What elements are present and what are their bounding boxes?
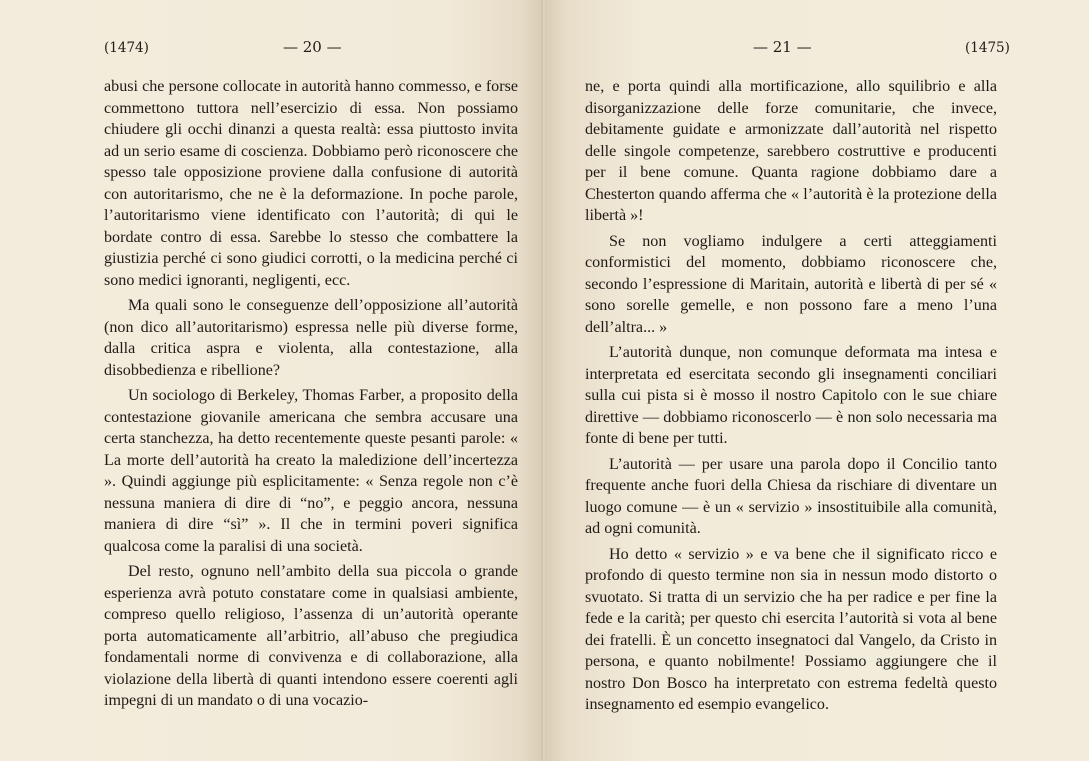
left-running-head: (1474) <box>104 40 149 56</box>
paragraph: Se non vogliamo indulgere a certi atteggiamenti conformistici del momento, dobbiamo riconoscere che, secondo l’espressione di Maritain, autorità e libertà di per sé « sono sorelle gemelle, e non possono fare a meno l’una dell’altra... » <box>585 232 997 336</box>
left-page-number: — 20 — <box>283 38 342 56</box>
right-running-head: (1475) <box>965 40 1010 56</box>
paragraph: abusi che persone collocate in autorità hanno commesso, e forse commettono tuttora nell’esercizio di essa. Non possiamo chiudere gli occhi dinanzi a questa realtà: essa piuttosto invita ad un serio esame di coscienza. Dobbiamo però riconoscere che spesso tale opposizione proviene dalla confusione di autorità con autoritarismo, che ne è la deformazione. In poche parole, l’autoritarismo viene identificato con l’autorità; di qui le bordate contro di essa. Sarebbe lo stesso che combattere la giustizia perché ci sono giudici corrotti, o la medicina perché ci sono medici ignoranti, negligenti, ecc. <box>104 78 518 289</box>
paragraph: Un sociologo di Berkeley, Thomas Farber, a proposito della contestazione giovanile americana che sembra accusare una certa stanchezza, ha detto recentemente queste pesanti parole: « La morte dell’autorità ha creato la maledizione dell’incertezza ». Quindi aggiunge più esplicitamente: « Senza regole non c’è nessuna maniera di dire di “no”, e peggio ancora, nessuna maniera di dire “sì” ». Il che in termini poveri significa qualcosa come la paralisi di una società. <box>104 387 518 555</box>
right-page-number: — 21 — <box>753 38 812 56</box>
paragraph: L’autorità dunque, non comunque deformata ma intesa e interpretata ed esercitata secondo gli insegnamenti conciliari sulla cui pista si è mosso il nostro Capitolo con le sue chiare direttive — dobbiamo riconoscerlo — è non solo necessaria ma fonte di bene per tutti. <box>585 344 997 447</box>
left-page-body <box>104 76 518 712</box>
right-page <box>545 0 1089 761</box>
paragraph: Del resto, ognuno nell’ambito della sua piccola o grande esperienza avrà potuto constatare come in qualsiasi ambiente, compreso quello religioso, l’assenza di un’autorità operante porta automaticamente all’arbitrio, all’abuso che pregiudica fondamentali norme di convivenza e di collaborazione, alla violazione della libertà di quanti intendono essere coerenti agli impegni di un mandato o di una vocazio- <box>104 563 518 709</box>
paragraph: ne, e porta quindi alla mortificazione, allo squilibrio e alla disorganizzazione delle forze comunitarie, che invece, debitamente guidate e armonizzate dall’autorità nel rispetto delle singole competenze, sarebbero costruttive e producenti per il bene comune. Quanta ragione dobbiamo dare a Chesterton quando afferma che « l’autorità è la protezione della libertà »! <box>585 78 997 224</box>
right-page-body <box>585 76 997 716</box>
paragraph: L’autorità — per usare una parola dopo il Concilio tanto frequente anche fuori della Chiesa da rischiare di diventare un luogo comune — è un « servizio » insostituibile alla comunità, ad ogni comunità. <box>585 455 997 537</box>
left-page <box>0 0 543 761</box>
paragraph: Ho detto « servizio » e va bene che il significato ricco e profondo di questo termine non sia in nessun modo distorto o svuotato. Si tratta di un servizio che ha per radice e per fine la fede e la carità; per questo chi esercita l’autorità si vota al bene dei fratelli. È un concetto insegnatoci dal Vangelo, da Cristo in persona, e quanto nobilmente! Possiamo aggiungere che il nostro Don Bosco ha interpretato con estrema fedeltà questo insegnamento ed esempio evangelico. <box>585 545 997 713</box>
paragraph: Ma quali sono le conseguenze dell’opposizione all’autorità (non dico all’autoritarismo) espressa nelle più diverse forme, dalla critica aspra e violenta, alla contestazione, alla disobbedienza e ribellione? <box>104 297 518 379</box>
